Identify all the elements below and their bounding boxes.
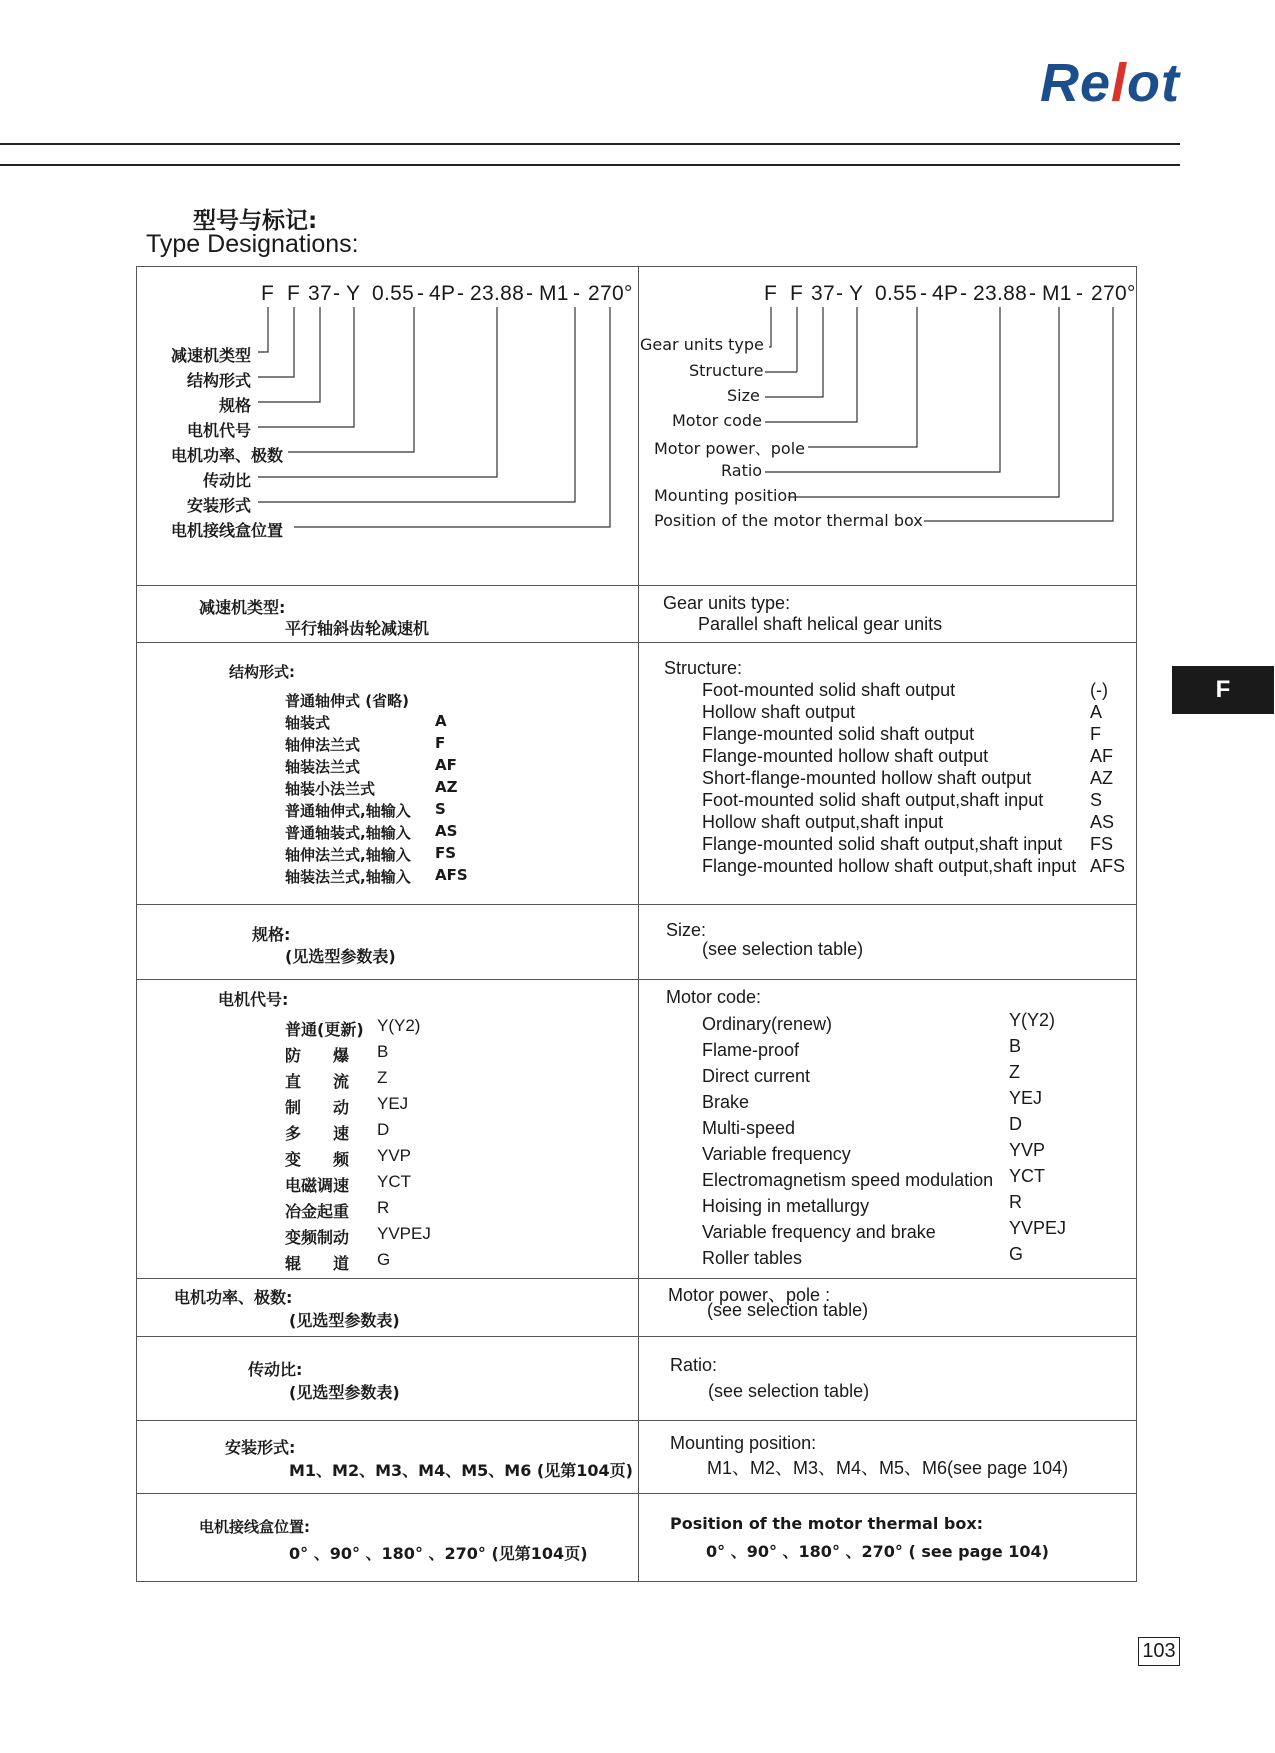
code-part: - <box>417 282 425 305</box>
motor-code-en-label: Variable frequency <box>702 1144 851 1164</box>
code-part: - <box>1029 282 1037 305</box>
code-part: F <box>790 282 804 305</box>
code-part: - <box>333 282 341 305</box>
structure-cn-code: FS <box>435 844 457 862</box>
motor-code-en-code: B <box>1009 1036 1022 1056</box>
leader-label-en: Ratio <box>721 461 763 480</box>
structure-cn-code: AF <box>435 756 457 774</box>
gear-type-cn-value: 平行轴斜齿轮减速机 <box>285 619 430 638</box>
motor-code-cn-code: YVPEJ <box>377 1224 431 1243</box>
structure-cn-label: 轴装小法兰式 <box>285 780 376 798</box>
thermal-box-cn-heading: 电机接线盒位置: <box>199 1518 310 1536</box>
leader-label-en: Motor power、pole <box>654 439 806 458</box>
motor-code-en-label: Roller tables <box>702 1248 803 1268</box>
leader-label-cn: 结构形式 <box>187 371 252 390</box>
leader-label-en: Mounting position <box>654 486 798 505</box>
thermal-box-cn-value: 0° 、90° 、180° 、270° (见第104页) <box>289 1544 588 1563</box>
code-part: F <box>261 282 275 305</box>
motor-code-en-label: Hoising in metallurgy <box>702 1196 870 1216</box>
structure-cn-label: 普通轴伸式,轴输入 <box>285 802 411 820</box>
motor-code-en-label: Ordinary(renew) <box>702 1014 833 1034</box>
leader-label-cn: 传动比 <box>203 471 252 490</box>
motor-code-en-label: Brake <box>702 1092 750 1112</box>
motor-code-cn-label: 电磁调速 <box>285 1176 350 1195</box>
mounting-cn-value: M1、M2、M3、M4、M5、M6 (见第104页) <box>289 1461 633 1480</box>
code-part: 4P <box>429 282 456 305</box>
structure-en-code: AF <box>1090 746 1114 766</box>
code-part: M1 <box>539 282 569 305</box>
ratio-cn-heading: 传动比: <box>248 1360 303 1379</box>
motor-code-cn-code: D <box>377 1120 390 1139</box>
structure-cn-code: AFS <box>435 866 468 884</box>
structure-en-code: A <box>1090 702 1103 722</box>
motor-code-cn-code: G <box>377 1250 391 1269</box>
size-en-heading: Size: <box>666 920 707 940</box>
motor-code-cn-code: YEJ <box>377 1094 409 1113</box>
mounting-en-value: M1、M2、M3、M4、M5、M6(see page 104) <box>707 1458 1069 1478</box>
thermal-box-en-heading: Position of the motor thermal box: <box>670 1514 984 1533</box>
motor-code-en-code: YEJ <box>1009 1088 1043 1108</box>
code-part: - <box>526 282 534 305</box>
leader-label-en: Motor code <box>672 411 762 430</box>
code-part: 0.55 <box>875 282 918 305</box>
code-part: Y <box>849 282 864 305</box>
leader-label-en: Position of the motor thermal box <box>654 511 923 530</box>
motor-code-cn-label: 变频制动 <box>285 1228 350 1247</box>
gear-type-en-heading: Gear units type: <box>663 593 791 613</box>
motor-code-cn-label: 变 频 <box>285 1150 350 1169</box>
structure-en-code: (-) <box>1090 680 1108 700</box>
motor-code-cn-code: YVP <box>377 1146 412 1165</box>
leader-label-cn: 电机接线盒位置 <box>171 521 284 540</box>
motor-code-cn-label: 普通(更新) <box>285 1020 364 1039</box>
motor-code-en-code: Z <box>1009 1062 1020 1082</box>
motor-power-cn-heading: 电机功率、极数: <box>174 1288 293 1307</box>
structure-cn-heading: 结构形式: <box>229 663 295 681</box>
leader-label-en: Gear units type <box>640 335 764 354</box>
gear-type-cn-heading: 减速机类型: <box>199 598 286 617</box>
motor-code-cn-label: 制 动 <box>285 1098 350 1117</box>
motor-code-en-label: Electromagnetism speed modulation <box>702 1170 994 1190</box>
leader-label-cn: 规格 <box>219 396 252 415</box>
size-cn-value: (见选型参数表) <box>285 947 396 966</box>
structure-en-label: Flange-mounted solid shaft output,shaft input <box>702 834 1063 854</box>
motor-code-cn-label: 防 爆 <box>285 1046 350 1065</box>
motor-code-cn-label: 多 速 <box>285 1124 350 1143</box>
structure-cn-label: 轴装法兰式,轴输入 <box>285 868 411 886</box>
structure-en-label: Hollow shaft output <box>702 702 856 722</box>
structure-en-label: Flange-mounted hollow shaft output,shaft input <box>702 856 1077 876</box>
motor-code-en-label: Multi-speed <box>702 1118 796 1138</box>
structure-en-code: S <box>1090 790 1103 810</box>
structure-en-heading: Structure: <box>664 658 743 678</box>
structure-cn-code: A <box>435 712 447 730</box>
mounting-cn-heading: 安装形式: <box>225 1438 296 1457</box>
structure-en-label: Short-flange-mounted hollow shaft output <box>702 768 1032 788</box>
motor-code-cn-code: B <box>377 1042 389 1061</box>
motor-power-cn-value: (见选型参数表) <box>289 1311 400 1330</box>
leader-label-en: Size <box>727 386 760 405</box>
structure-cn-label: 普通轴伸式 (省略) <box>285 692 409 710</box>
structure-cn-code: S <box>435 800 446 818</box>
structure-en-code: AS <box>1090 812 1115 832</box>
motor-code-en-code: R <box>1009 1192 1022 1212</box>
code-part: 37 <box>811 282 835 305</box>
motor-code-cn-code: R <box>377 1198 390 1217</box>
section-tab: F <box>1172 666 1274 714</box>
page-number: 103 <box>1138 1637 1180 1666</box>
code-part: 23.88 <box>973 282 1028 305</box>
motor-code-cn-label: 辊 道 <box>285 1254 350 1273</box>
code-part: - <box>920 282 928 305</box>
motor-power-en-value: (see selection table) <box>707 1300 869 1320</box>
motor-code-cn-label: 直 流 <box>285 1072 350 1091</box>
code-part: Y <box>346 282 361 305</box>
motor-code-en-code: G <box>1009 1244 1024 1264</box>
leader-label-cn: 安装形式 <box>187 496 252 515</box>
code-part: F <box>764 282 778 305</box>
title-en: Type Designations: <box>146 230 359 258</box>
motor-code-cn-label: 冶金起重 <box>285 1202 350 1221</box>
code-part: 37 <box>308 282 332 305</box>
motor-code-cn-code: Z <box>377 1068 388 1087</box>
motor-code-en-code: Y(Y2) <box>1009 1010 1056 1030</box>
code-part: - <box>836 282 844 305</box>
leader-label-cn: 减速机类型 <box>171 346 252 365</box>
gear-type-en-value: Parallel shaft helical gear units <box>698 614 943 634</box>
motor-code-en-code: YVPEJ <box>1009 1218 1067 1238</box>
leader-label-en: Structure <box>689 361 764 380</box>
ratio-cn-value: (见选型参数表) <box>289 1383 400 1402</box>
brand-logo: Relot <box>1040 53 1181 113</box>
structure-en-label: Flange-mounted hollow shaft output <box>702 746 989 766</box>
structure-cn-label: 轴装式 <box>285 714 331 732</box>
motor-power-en-heading: Motor power、pole : <box>668 1285 831 1305</box>
structure-cn-label: 普通轴装式,轴输入 <box>285 824 411 842</box>
structure-en-code: AZ <box>1090 768 1114 788</box>
motor-code-cn-code: Y(Y2) <box>377 1016 421 1035</box>
motor-code-en-code: YCT <box>1009 1166 1045 1186</box>
structure-en-code: AFS <box>1090 856 1126 876</box>
title-cn: 型号与标记: <box>193 208 318 234</box>
code-part: 270° <box>588 282 633 305</box>
code-part: - <box>457 282 465 305</box>
code-part: - <box>573 282 581 305</box>
code-part: 270° <box>1091 282 1136 305</box>
code-part: 4P <box>932 282 959 305</box>
leader-label-cn: 电机功率、极数 <box>171 446 284 465</box>
code-part: 23.88 <box>470 282 525 305</box>
structure-cn-code: AS <box>435 822 458 840</box>
leader-label-cn: 电机代号 <box>187 421 252 440</box>
motor-code-en-label: Direct current <box>702 1066 811 1086</box>
structure-en-code: F <box>1090 724 1101 744</box>
code-part: - <box>960 282 968 305</box>
code-part: - <box>1076 282 1084 305</box>
motor-code-en-heading: Motor code: <box>666 987 762 1007</box>
code-part: M1 <box>1042 282 1072 305</box>
ratio-en-value: (see selection table) <box>708 1381 870 1401</box>
size-en-value: (see selection table) <box>702 939 864 959</box>
structure-cn-code: AZ <box>435 778 458 796</box>
structure-en-label: Flange-mounted solid shaft output <box>702 724 975 744</box>
structure-cn-label: 轴装法兰式 <box>285 758 361 776</box>
motor-code-en-label: Variable frequency and brake <box>702 1222 936 1242</box>
structure-en-label: Foot-mounted solid shaft output <box>702 680 956 700</box>
motor-code-en-code: D <box>1009 1114 1022 1134</box>
code-part: F <box>287 282 301 305</box>
structure-cn-code: F <box>435 734 446 752</box>
structure-en-code: FS <box>1090 834 1114 854</box>
structure-en-label: Hollow shaft output,shaft input <box>702 812 944 832</box>
motor-code-cn-heading: 电机代号: <box>218 990 289 1009</box>
mounting-en-heading: Mounting position: <box>670 1433 817 1453</box>
motor-code-cn-code: YCT <box>377 1172 411 1191</box>
size-cn-heading: 规格: <box>252 925 291 944</box>
ratio-en-heading: Ratio: <box>670 1355 718 1375</box>
motor-code-en-label: Flame-proof <box>702 1040 800 1060</box>
structure-cn-label: 轴伸法兰式 <box>285 736 361 754</box>
thermal-box-en-value: 0° 、90° 、180° 、270° ( see page 104) <box>706 1542 1049 1561</box>
motor-code-en-code: YVP <box>1009 1140 1046 1160</box>
structure-cn-label: 轴伸法兰式,轴输入 <box>285 846 411 864</box>
structure-en-label: Foot-mounted solid shaft output,shaft input <box>702 790 1044 810</box>
code-part: 0.55 <box>372 282 415 305</box>
